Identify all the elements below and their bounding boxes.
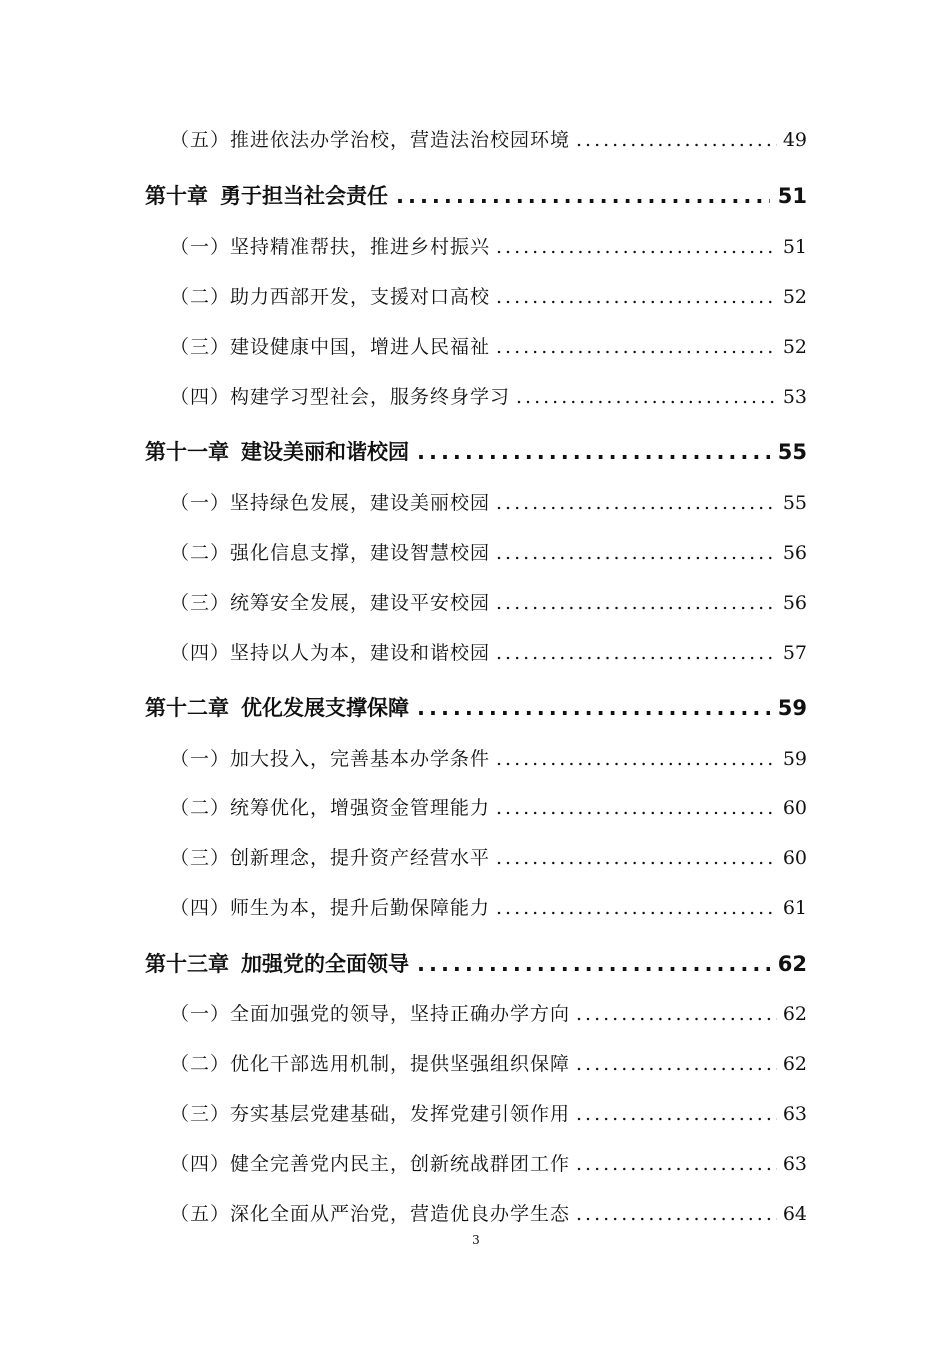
toc-entry-page: 49 xyxy=(782,129,807,151)
dot-leader xyxy=(496,488,777,518)
dot-leader xyxy=(496,638,777,668)
toc-entry-page: 62 xyxy=(782,1003,807,1025)
toc-entry-page: 63 xyxy=(782,1153,807,1175)
chapter-number: 第十章 xyxy=(145,184,208,208)
dot-leader xyxy=(417,437,770,467)
toc-entry-section[interactable] xyxy=(170,793,807,823)
toc-entry-section[interactable] xyxy=(170,588,807,618)
toc-entry-title: （一）坚持绿色发展，建设美丽校园 xyxy=(170,492,491,514)
dot-leader xyxy=(496,588,777,618)
toc-entry-title: （三）建设健康中国，增进人民福祉 xyxy=(170,336,491,358)
dot-leader xyxy=(576,125,777,155)
toc-entry-page: 52 xyxy=(782,286,807,308)
toc-entry-page: 62 xyxy=(782,1053,807,1075)
toc-entry-title: （三）创新理念，提升资产经营水平 xyxy=(170,847,491,869)
toc-entry-page: 57 xyxy=(782,642,807,664)
toc-entry-title: （三）统筹安全发展，建设平安校园 xyxy=(170,592,491,614)
toc-entry-section[interactable] xyxy=(170,232,807,262)
toc-entry-section[interactable] xyxy=(170,1199,807,1229)
dot-leader xyxy=(516,382,777,412)
toc-entry-section[interactable] xyxy=(170,843,807,873)
toc-entry-section[interactable] xyxy=(170,282,807,312)
toc-entry-page: 51 xyxy=(777,184,807,208)
toc-entry-chapter[interactable] xyxy=(145,181,807,211)
toc-entry-page: 62 xyxy=(777,952,807,976)
chapter-title: 建设美丽和谐校园 xyxy=(241,440,409,464)
toc-entry-title: （五）推进依法办学治校，营造法治校园环境 xyxy=(170,129,571,151)
toc-entry-chapter[interactable] xyxy=(145,949,807,979)
toc-entry-page: 56 xyxy=(782,592,807,614)
dot-leader xyxy=(576,1099,777,1129)
dot-leader xyxy=(576,1149,777,1179)
toc-entry-section[interactable] xyxy=(170,638,807,668)
toc-entry-page: 60 xyxy=(782,847,807,869)
toc-entry-section[interactable] xyxy=(170,999,807,1029)
toc-entry-title: （四）师生为本，提升后勤保障能力 xyxy=(170,897,491,919)
toc-entry-section[interactable] xyxy=(170,538,807,568)
toc-entry-section[interactable] xyxy=(170,488,807,518)
toc-entry-title: （三）夯实基层党建基础，发挥党建引领作用 xyxy=(170,1103,571,1125)
toc-entry-page: 59 xyxy=(782,748,807,770)
toc-entry-chapter[interactable] xyxy=(145,693,807,723)
toc-entry-title: （四）构建学习型社会，服务终身学习 xyxy=(170,386,511,408)
dot-leader xyxy=(576,999,777,1029)
toc-entry-section[interactable] xyxy=(170,1149,807,1179)
toc-entry-page: 59 xyxy=(777,696,807,720)
toc-entry-page: 51 xyxy=(782,236,807,258)
toc-entry-title: （五）深化全面从严治党，营造优良办学生态 xyxy=(170,1203,571,1225)
toc-entry-title: （二）强化信息支撑，建设智慧校园 xyxy=(170,542,491,564)
toc-entry-section[interactable] xyxy=(170,744,807,774)
toc-entry-title: （二）助力西部开发，支援对口高校 xyxy=(170,286,491,308)
dot-leader xyxy=(496,893,777,923)
toc-entry-title: （二）优化干部选用机制，提供坚强组织保障 xyxy=(170,1053,571,1075)
toc-entry-section[interactable] xyxy=(170,125,807,155)
toc-entry-page: 53 xyxy=(782,386,807,408)
chapter-number: 第十二章 xyxy=(145,696,229,720)
chapter-title: 勇于担当社会责任 xyxy=(220,184,388,208)
toc-entry-title: （二）统筹优化，增强资金管理能力 xyxy=(170,797,491,819)
page-number: 3 xyxy=(472,1233,480,1247)
toc-entry-page: 60 xyxy=(782,797,807,819)
dot-leader xyxy=(396,181,770,211)
toc-entry-page: 63 xyxy=(782,1103,807,1125)
toc-entry-title: （一）加大投入，完善基本办学条件 xyxy=(170,748,491,770)
dot-leader xyxy=(417,693,770,723)
toc-entry-page: 55 xyxy=(782,492,807,514)
toc-entry-section[interactable] xyxy=(170,893,807,923)
toc-entry-section[interactable] xyxy=(170,1099,807,1129)
chapter-title: 优化发展支撑保障 xyxy=(241,696,409,720)
chapter-number: 第十一章 xyxy=(145,440,229,464)
toc-entry-section[interactable] xyxy=(170,332,807,362)
dot-leader xyxy=(576,1049,777,1079)
toc-entry-title: （一）全面加强党的领导，坚持正确办学方向 xyxy=(170,1003,571,1025)
toc-entry-title: （一）坚持精准帮扶，推进乡村振兴 xyxy=(170,236,491,258)
dot-leader xyxy=(496,744,777,774)
dot-leader xyxy=(496,843,777,873)
toc-entry-page: 52 xyxy=(782,336,807,358)
dot-leader xyxy=(576,1199,777,1229)
toc-entry-page: 55 xyxy=(777,440,807,464)
dot-leader xyxy=(496,793,777,823)
dot-leader xyxy=(496,332,777,362)
toc-entry-section[interactable] xyxy=(170,382,807,412)
toc-entry-title: （四）健全完善党内民主，创新统战群团工作 xyxy=(170,1153,571,1175)
toc-entry-chapter[interactable] xyxy=(145,437,807,467)
dot-leader xyxy=(496,282,777,312)
toc-entry-page: 56 xyxy=(782,542,807,564)
dot-leader xyxy=(496,232,777,262)
chapter-number: 第十三章 xyxy=(145,952,229,976)
dot-leader xyxy=(496,538,777,568)
toc-entry-page: 61 xyxy=(782,897,807,919)
toc-entry-title: （四）坚持以人为本，建设和谐校园 xyxy=(170,642,491,664)
dot-leader xyxy=(417,949,770,979)
toc-entry-page: 64 xyxy=(782,1203,807,1225)
chapter-title: 加强党的全面领导 xyxy=(241,952,409,976)
toc-entry-section[interactable] xyxy=(170,1049,807,1079)
